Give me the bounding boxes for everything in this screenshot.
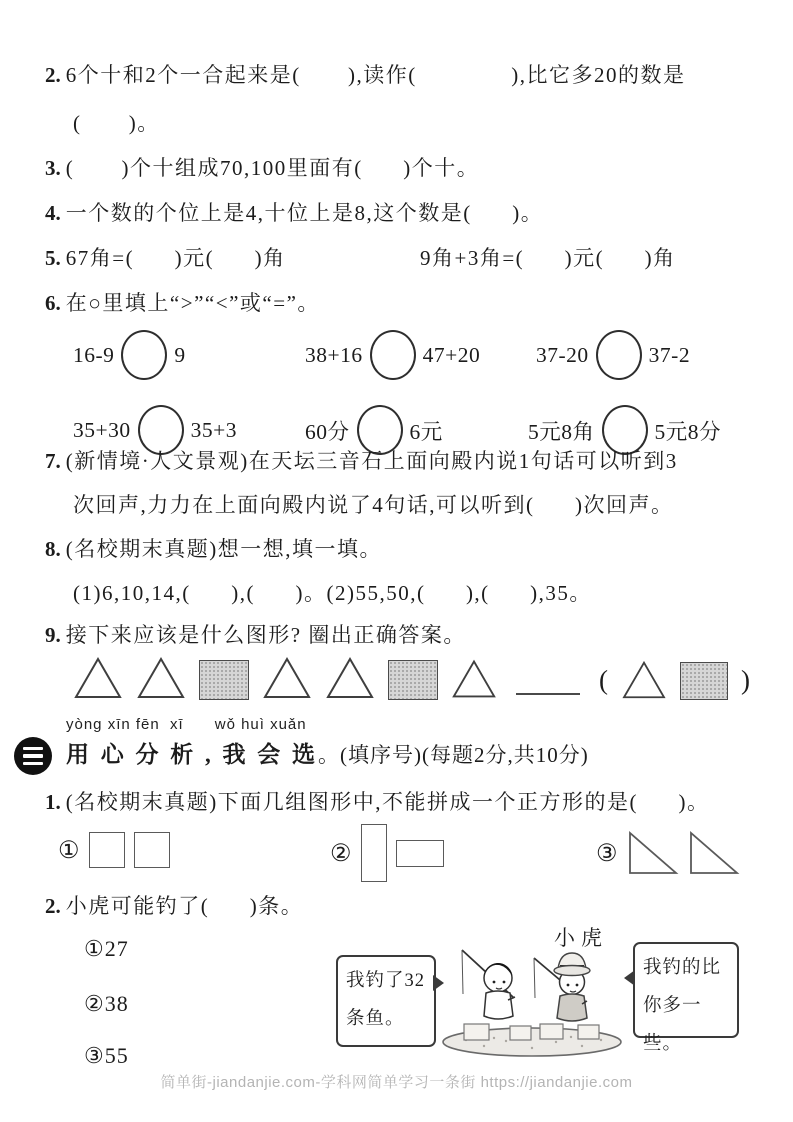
shaded-square-option	[680, 662, 728, 700]
compare-item-2-right: 47+20	[422, 342, 481, 367]
fishing-kids-drawing	[436, 936, 628, 1064]
choice-question-2	[45, 893, 303, 920]
option-2: ②38	[84, 991, 129, 1016]
choice-question-1-text: (名校期末真题)下面几组图形中,不能拼成一个正方形的是( )。	[65, 790, 710, 814]
compare-item-6-left: 5元8角	[528, 419, 595, 444]
fishing-illustration	[330, 922, 745, 1067]
compare-item-1-left: 16-9	[73, 342, 115, 367]
close-paren: )	[741, 665, 750, 695]
compare-item-5-right: 6元	[409, 419, 443, 444]
question-2-line2: ( )。	[73, 111, 160, 135]
question-4-text: 一个数的个位上是4,十位上是8,这个数是( )。	[65, 201, 544, 225]
question-4	[45, 200, 543, 227]
question-6-instruction: 在○里填上“>”“<”或“=”。	[65, 291, 320, 315]
section-title-pinyin: yòng xīn fēn xī wǒ huì xuǎn	[66, 716, 307, 733]
square-shape	[134, 832, 170, 868]
compare-item-1-circle	[121, 330, 167, 380]
question-3-text: ( )个十组成70,100里面有( )个十。	[65, 156, 480, 180]
compare-item-2-circle	[370, 330, 416, 380]
question-5-part-a	[45, 245, 286, 272]
section-title	[66, 736, 589, 769]
boy-label: 小虎	[554, 926, 608, 950]
shape-group-1	[58, 832, 170, 868]
triangle-shape	[262, 656, 312, 700]
question-4-number: 4.	[45, 201, 61, 225]
question-7-line1	[45, 448, 678, 475]
question-9-number: 9.	[45, 623, 61, 647]
section-title-suffix: 。(填序号)(每题2分,共10分)	[318, 743, 589, 767]
question-8-head	[45, 536, 382, 563]
shaded-square-shape	[199, 660, 249, 700]
compare-item-4-right: 35+3	[190, 417, 238, 442]
right-triangle-shape	[627, 830, 679, 876]
question-7-number: 7.	[45, 449, 61, 473]
compare-item-3-left: 37-20	[536, 342, 589, 367]
choice-question-1	[45, 789, 709, 816]
shape-group-2	[330, 824, 444, 882]
square-shape	[89, 832, 125, 868]
question-7-text1: (新情境·人文景观)在天坛三音石上面向殿内说1句话可以听到3	[65, 449, 678, 473]
question-3	[45, 155, 479, 182]
question-6-number: 6.	[45, 291, 61, 315]
pattern-sequence	[73, 656, 750, 700]
option-3: ③55	[84, 1043, 129, 1068]
compare-item-6-right: 5元8分	[654, 419, 722, 444]
question-9-head	[45, 622, 466, 649]
open-paren: (	[599, 665, 608, 695]
answer-blank-line	[516, 693, 580, 695]
question-2-line1	[45, 62, 685, 89]
compare-item-3-right: 37-2	[648, 342, 691, 367]
group-2-label: ②	[330, 840, 352, 867]
triangle-shape	[325, 656, 375, 700]
triangle-shape	[451, 658, 497, 700]
wide-rectangle-shape	[396, 840, 444, 867]
compare-item-1-right: 9	[174, 342, 186, 367]
compare-item-2	[305, 328, 480, 382]
option-1: ①27	[84, 936, 129, 961]
question-7-line2: 次回声,力力在上面向殿内说了4句话,可以听到( )次回声。	[73, 493, 674, 517]
question-3-number: 3.	[45, 156, 61, 180]
shaded-square-shape	[388, 660, 438, 700]
choice-question-1-number: 1.	[45, 790, 61, 814]
question-9-text: 接下来应该是什么图形? 圈出正确答案。	[65, 623, 466, 647]
site-watermark: 简单街-jiandanjie.com-学科网简单学习一条街 https://jiandanjie.com	[160, 1074, 633, 1091]
question-5-text-a: 67角=( )元( )角	[65, 246, 286, 270]
triangle-option	[621, 660, 667, 700]
compare-item-2-left: 38+16	[305, 342, 363, 367]
right-triangle-shape	[688, 830, 740, 876]
question-5-number: 5.	[45, 246, 61, 270]
tall-rectangle-shape	[361, 824, 387, 882]
question-8-items: (1)6,10,14,( ),( )。(2)55,50,( ),( ),35。	[73, 581, 592, 605]
choice-question-2-number: 2.	[45, 894, 61, 918]
question-6-head	[45, 290, 320, 317]
shape-group-3	[596, 830, 740, 876]
group-1-label: ①	[58, 837, 80, 864]
compare-item-1	[73, 328, 186, 382]
speech-bubble-right: 我钓的比你多一些。	[633, 942, 739, 1038]
compare-item-5-left: 60分	[305, 419, 350, 444]
triangle-shape	[73, 656, 123, 700]
compare-item-4-left: 35+30	[73, 417, 131, 442]
compare-item-3	[536, 328, 690, 382]
section-three-icon	[14, 737, 52, 775]
compare-item-3-circle	[596, 330, 642, 380]
triangle-shape	[136, 656, 186, 700]
question-2-text: 6个十和2个一合起来是( ),读作( ),比它多20的数是	[65, 63, 686, 87]
group-3-label: ③	[596, 840, 618, 867]
speech-bubble-left: 我钓了32条鱼。	[336, 955, 436, 1047]
section-title-main: 用 心 分 析 , 我 会 选	[66, 742, 318, 767]
question-2-number: 2.	[45, 63, 61, 87]
question-8-text: (名校期末真题)想一想,填一填。	[65, 537, 382, 561]
question-8-number: 8.	[45, 537, 61, 561]
choice-question-2-text: 小虎可能钓了( )条。	[65, 894, 304, 918]
question-5-part-b: 9角+3角=( )元( )角	[420, 246, 676, 270]
